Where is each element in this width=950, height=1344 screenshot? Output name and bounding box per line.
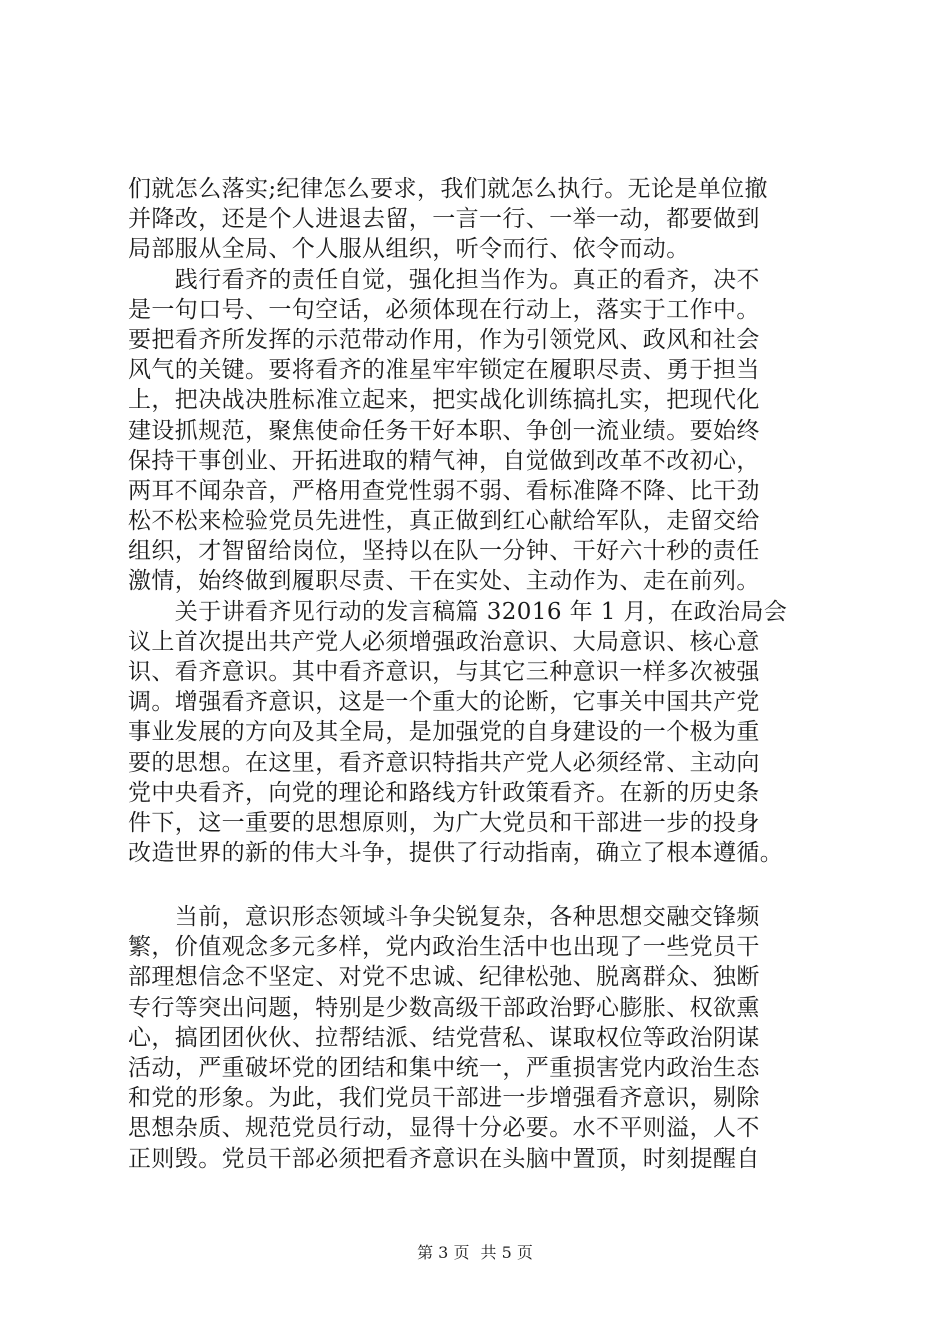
text-line: 们就怎么落实;纪律怎么要求，我们就怎么执行。无论是单位撤: [128, 176, 768, 202]
page-number: 第 3 页: [417, 1243, 470, 1262]
text-line: 活动，严重破坏党的团结和集中统一，严重损害党内政治生态: [128, 1054, 760, 1081]
text-line: 思想杂质、规范党员行动，显得十分必要。水不平则溢，人不: [128, 1115, 760, 1142]
text-line: 繁，价值观念多元多样，党内政治生活中也出现了一些党员干: [128, 934, 760, 961]
text-line: 松不松来检验党员先进性，真正做到红心献给军队，走留交给: [128, 508, 760, 535]
text-line: 当前，意识形态领域斗争尖锐复杂，各种思想交融交锋频: [128, 904, 760, 930]
text-line: 专行等突出问题，特别是少数高级干部政治野心膨胀、权欲熏: [128, 994, 760, 1021]
page-total: 共 5 页: [480, 1243, 533, 1262]
text-line: 关于讲看齐见行动的发言稿篇 32016 年 1 月，在政治局会: [128, 598, 788, 625]
body-text-upper: [128, 174, 838, 868]
text-line: 践行看齐的责任自觉，强化担当作为。真正的看齐，决不: [128, 266, 760, 293]
text-line: 件下，这一重要的思想原则，为广大党员和干部进一步的投身: [128, 809, 760, 836]
body-text-lower: [128, 902, 838, 1174]
text-line: 调。增强看齐意识，这是一个重大的论断，它事关中国共产党: [128, 689, 760, 716]
text-line: 党中央看齐，向党的理论和路线方针政策看齐。在新的历史条: [128, 779, 760, 806]
text-line: 并降改，还是个人进退去留，一言一行、一举一动，都要做到: [128, 206, 760, 233]
text-line: 风气的关键。要将看齐的准星牢牢锁定在履职尽责、勇于担当: [128, 357, 760, 384]
text-line: 正则毁。党员干部必须把看齐意识在头脑中置顶，时刻提醒自: [128, 1145, 760, 1172]
text-line: 议上首次提出共产党人必须增强政治意识、大局意识、核心意: [128, 628, 760, 655]
text-line: 改造世界的新的伟大斗争，提供了行动指南，确立了根本遵循。: [128, 840, 784, 867]
text-line: 识、看齐意识。其中看齐意识，与其它三种意识一样多次被强: [128, 659, 760, 685]
text-line: 心，搞团团伙伙、拉帮结派、结党营私、谋取权位等政治阴谋: [128, 1024, 760, 1051]
text-line: 局部服从全局、个人服从组织，听令而行、依令而动。: [128, 236, 690, 263]
text-line: 组织，才智留给岗位，坚持以在队一分钟、干好六十秒的责任: [128, 538, 760, 565]
text-line: 两耳不闻杂音，严格用查党性弱不弱、看标准降不降、比干劲: [128, 477, 760, 504]
page-footer: [0, 1240, 950, 1263]
text-line: 上，把决战决胜标准立起来，把实战化训练搞扎实，把现代化: [128, 387, 760, 414]
text-line: 部理想信念不坚定、对党不忠诚、纪律松弛、脱离群众、独断: [128, 964, 760, 991]
text-line: 要的思想。在这里，看齐意识特指共产党人必须经常、主动向: [128, 749, 760, 776]
text-line: 建设抓规范，聚焦使命任务干好本职、争创一流业绩。要始终: [128, 417, 760, 444]
text-line: 是一句口号、一句空话，必须体现在行动上，落实于工作中。: [128, 296, 760, 323]
text-line: 和党的形象。为此，我们党员干部进一步增强看齐意识，剔除: [128, 1085, 760, 1112]
text-line: 事业发展的方向及其全局，是加强党的自身建设的一个极为重: [128, 719, 760, 746]
text-line: 要把看齐所发挥的示范带动作用，作为引领党风、政风和社会: [128, 326, 760, 353]
text-line: 保持干事创业、开拓进取的精气神，自觉做到改革不改初心，: [128, 447, 760, 474]
text-line: 激情，始终做到履职尽责、干在实处、主动作为、走在前列。: [128, 568, 760, 595]
